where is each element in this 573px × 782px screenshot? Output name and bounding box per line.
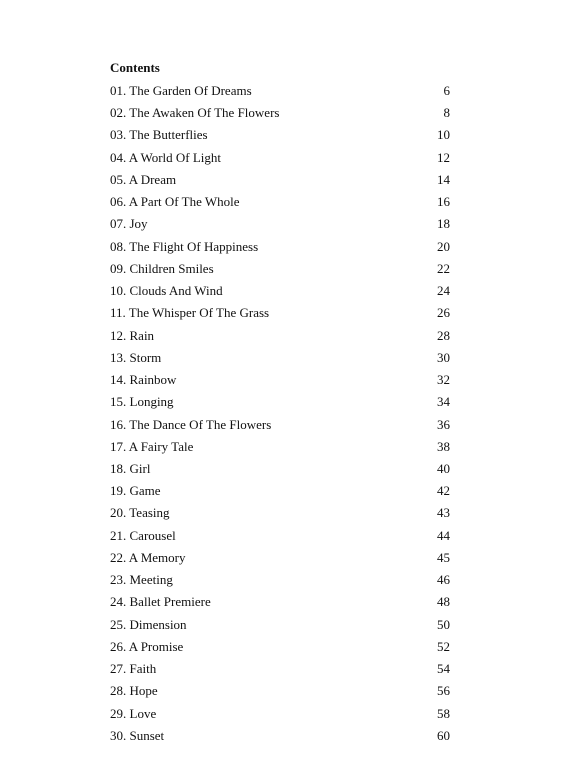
toc-entry-page-number: 22 (437, 260, 450, 276)
toc-entry-title: 17. A Fairy Tale (110, 438, 194, 454)
toc-entry (110, 459, 450, 481)
toc-entry-title: 27. Faith (110, 661, 157, 677)
toc-entry (110, 348, 450, 370)
toc-entry-page-number: 34 (437, 394, 450, 410)
toc-entry-page-number: 60 (437, 727, 450, 743)
contents-heading: Contents (110, 60, 160, 75)
toc-entry (110, 370, 450, 392)
toc-entry (110, 726, 450, 748)
toc-entry-page-number: 10 (437, 127, 450, 143)
toc-entry (110, 570, 450, 592)
toc-entry-page-number: 50 (437, 616, 450, 632)
toc-entry-title: 05. A Dream (110, 171, 177, 187)
toc-entry-page-number: 56 (437, 683, 450, 699)
toc-entry (110, 637, 450, 659)
toc-entry-title: 25. Dimension (110, 616, 187, 632)
toc-entry (110, 170, 450, 192)
toc-entry-title: 09. Children Smiles (110, 260, 214, 276)
toc-entry (110, 415, 450, 437)
toc-entry (110, 704, 450, 726)
toc-entry-title: 20. Teasing (110, 505, 170, 521)
toc-entry-title: 23. Meeting (110, 572, 173, 588)
toc-entry (110, 437, 450, 459)
toc-entry-page-number: 44 (437, 527, 450, 543)
toc-entry (110, 237, 450, 259)
table-of-contents (110, 81, 450, 748)
toc-entry-title: 18. Girl (110, 460, 151, 476)
toc-entry-page-number: 32 (437, 372, 450, 388)
toc-entry-page-number: 45 (437, 549, 450, 565)
toc-entry-title: 04. A World Of Light (110, 149, 222, 165)
toc-entry (110, 392, 450, 414)
toc-entry-page-number: 36 (437, 416, 450, 432)
toc-entry-title: 19. Game (110, 483, 161, 499)
toc-entry-page-number: 14 (437, 171, 450, 187)
toc-entry-title: 12. Rain (110, 327, 155, 343)
toc-entry (110, 681, 450, 703)
toc-entry (110, 125, 450, 147)
toc-entry-page-number: 38 (437, 438, 450, 454)
toc-entry-page-number: 24 (437, 283, 450, 299)
toc-entry-title: 01. The Garden Of Dreams (110, 83, 252, 98)
toc-entry-page-number: 18 (437, 216, 450, 232)
toc-entry-page-number: 54 (437, 661, 450, 677)
toc-entry-page-number: 42 (437, 483, 450, 499)
toc-entry-title: 28. Hope (110, 683, 158, 699)
toc-entry-page-number: 12 (437, 149, 450, 165)
toc-entry (110, 103, 450, 125)
toc-entry-title: 02. The Awaken Of The Flowers (110, 105, 280, 121)
toc-entry-title: 26. A Promise (110, 638, 184, 654)
toc-entry-title: 22. A Memory (110, 549, 186, 565)
toc-entry (110, 481, 450, 503)
toc-entry-title: 16. The Dance Of The Flowers (110, 416, 272, 432)
toc-entry (110, 659, 450, 681)
toc-entry-title: 07. Joy (110, 216, 148, 232)
toc-entry-title: 14. Rainbow (110, 372, 177, 388)
toc-entry (110, 148, 450, 170)
toc-entry-page-number: 40 (437, 460, 450, 476)
toc-entry-page-number: 58 (437, 705, 450, 721)
toc-entry-page-number: 48 (437, 594, 450, 610)
toc-entry (110, 259, 450, 281)
toc-entry-title: 03. The Butterflies (110, 127, 208, 143)
toc-entry-title: 11. The Whisper Of The Grass (110, 305, 270, 321)
toc-entry (110, 326, 450, 348)
toc-entry-page-number: 6 (443, 83, 450, 98)
toc-entry (110, 526, 450, 548)
toc-entry-page-number: 52 (437, 638, 450, 654)
toc-entry-title: 30. Sunset (110, 727, 165, 743)
toc-entry-page-number: 20 (437, 238, 450, 254)
toc-entry-title: 10. Clouds And Wind (110, 283, 223, 299)
toc-entry-title: 29. Love (110, 705, 157, 721)
toc-entry-page-number: 46 (437, 572, 450, 588)
toc-entry-title: 13. Storm (110, 349, 162, 365)
toc-entry-page-number: 28 (437, 327, 450, 343)
toc-entry-title: 06. A Part Of The Whole (110, 194, 240, 210)
toc-entry-title: 15. Longing (110, 394, 174, 410)
toc-entry-page-number: 43 (437, 505, 450, 521)
toc-entry (110, 281, 450, 303)
toc-entry-page-number: 8 (443, 105, 450, 121)
toc-entry-page-number: 16 (437, 194, 450, 210)
toc-entry (110, 303, 450, 325)
toc-entry (110, 214, 450, 236)
toc-entry-title: 24. Ballet Premiere (110, 594, 211, 610)
toc-entry (110, 592, 450, 614)
toc-entry-page-number: 30 (437, 349, 450, 365)
toc-entry (110, 548, 450, 570)
toc-entry-title: 21. Carousel (110, 527, 176, 543)
toc-entry (110, 503, 450, 525)
toc-entry (110, 81, 450, 103)
toc-entry-page-number: 26 (437, 305, 450, 321)
toc-entry (110, 192, 450, 214)
toc-entry (110, 615, 450, 637)
toc-entry-title: 08. The Flight Of Happiness (110, 238, 259, 254)
